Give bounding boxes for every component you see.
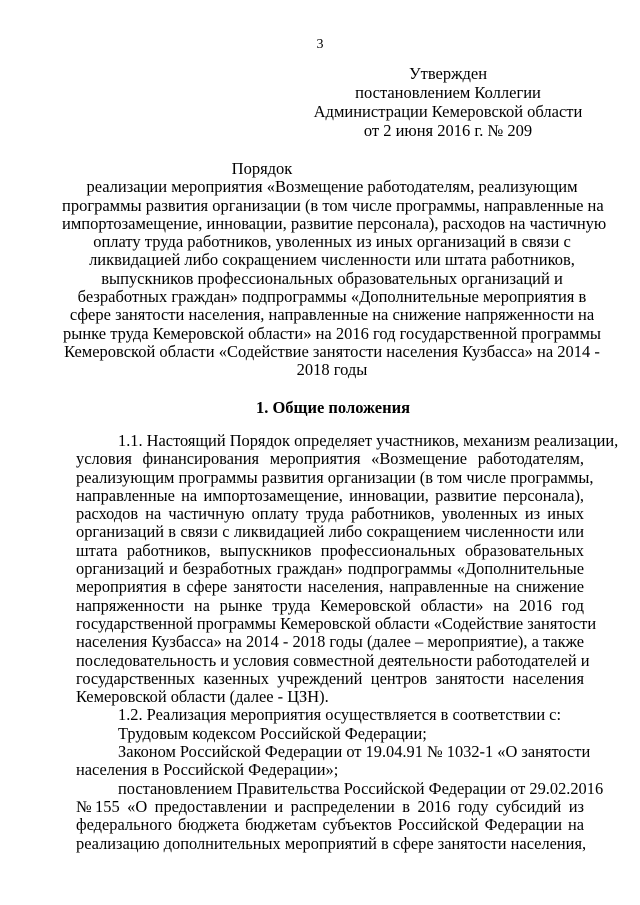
title-line: Порядок [231, 159, 293, 178]
title-line: безработных граждан» подпрограммы «Дополнительные мероприятия в [77, 287, 587, 307]
body-line: мероприятия в сфере занятости населения, направленные на снижение [76, 577, 584, 597]
approval-line: постановлением Коллегии [355, 83, 541, 102]
title-line: Кемеровской области «Содействие занятости населения Кузбасса» на 2014 - [64, 341, 600, 361]
title-line: 2018 годы [296, 360, 368, 380]
body-line: напряженности на рынке труда Кемеровской области» на 2016 год [76, 595, 584, 615]
body-text [76, 431, 619, 853]
body-line: Трудовым кодексом Российской Федерации; [118, 723, 427, 743]
body-line: организаций и безработных граждан» подпрограммы «Дополнительные [76, 559, 584, 579]
body-line: направленные на импортозамещение, инновации, развитие персонала), [76, 485, 584, 505]
body-line: штата работников, выпускников профессиональных образовательных [76, 540, 584, 560]
body-line: государственных казенных учреждений центров занятости населения [76, 668, 584, 688]
document-title [62, 159, 607, 380]
body-line: федерального бюджета бюджетам субъектов Российской Федерации на [76, 815, 584, 835]
body-line: реализацию дополнительных мероприятий в сфере занятости населения, [76, 833, 587, 853]
body-line: населения в Российской Федерации»; [76, 760, 339, 780]
title-line: выпускников профессиональных образовательных организаций и [101, 268, 563, 288]
title-line: оплату труда работников, уволенных из иных организаций в связи с [93, 232, 571, 252]
approval-line: Утвержден [408, 64, 488, 83]
body-line: организаций в связи с ликвидацией либо сокращением численности или [76, 522, 584, 542]
page-number: 3 [316, 37, 324, 52]
title-line: ликвидацией либо сокращением численности или штата работников, [89, 250, 575, 270]
body-line: условия финансирования мероприятия «Возмещение работодателям, [76, 449, 584, 469]
body-line: Кемеровской области (далее - ЦЗН). [76, 687, 329, 707]
body-line: расходов на частичную оплату труда работников, уволенных из иных [76, 504, 584, 524]
body-line: №155 «О предоставлении и распределении в 2016 году субсидий из [76, 796, 584, 816]
title-line: программы развития организации (в том числе программы, направленные на [62, 195, 604, 215]
body-line: государственной программы Кемеровской области «Содействие занятости [76, 613, 597, 633]
approval-stamp-block [300, 64, 596, 140]
section-heading: 1. Общие положения [255, 398, 411, 417]
body-line: населения Кузбасса» на 2014 - 2018 годы (далее – мероприятие), а также [76, 632, 584, 652]
body-line: 1.1. Настоящий Порядок определяет участников, механизм реализации, [118, 431, 619, 450]
approval-line: от 2 июня 2016 г. № 209 [363, 121, 533, 140]
title-line: реализации мероприятия «Возмещение работодателям, реализующим [86, 177, 578, 197]
body-line: реализующим программы развития организации (в том числе программы, [76, 467, 594, 487]
title-line: импортозамещение, инновации, развитие персонала), расходов на частичную [62, 213, 607, 233]
title-line: рынке труда Кемеровской области» на 2016 год государственной программы [62, 323, 602, 343]
body-line: последовательность и условия совместной деятельности работодателей и [76, 650, 590, 670]
title-line: сфере занятости населения, направленные на снижение напряженности на [69, 305, 595, 325]
approval-line: Администрации Кемеровской области [313, 102, 583, 121]
body-line: 1.2. Реализация мероприятия осуществляется в соответствии с: [118, 705, 562, 725]
body-line: постановлением Правительства Российской Федерации от 29.02.2016 [118, 778, 604, 798]
body-line: Законом Российской Федерации от 19.04.91 № 1032-1 «О занятости [118, 742, 591, 762]
